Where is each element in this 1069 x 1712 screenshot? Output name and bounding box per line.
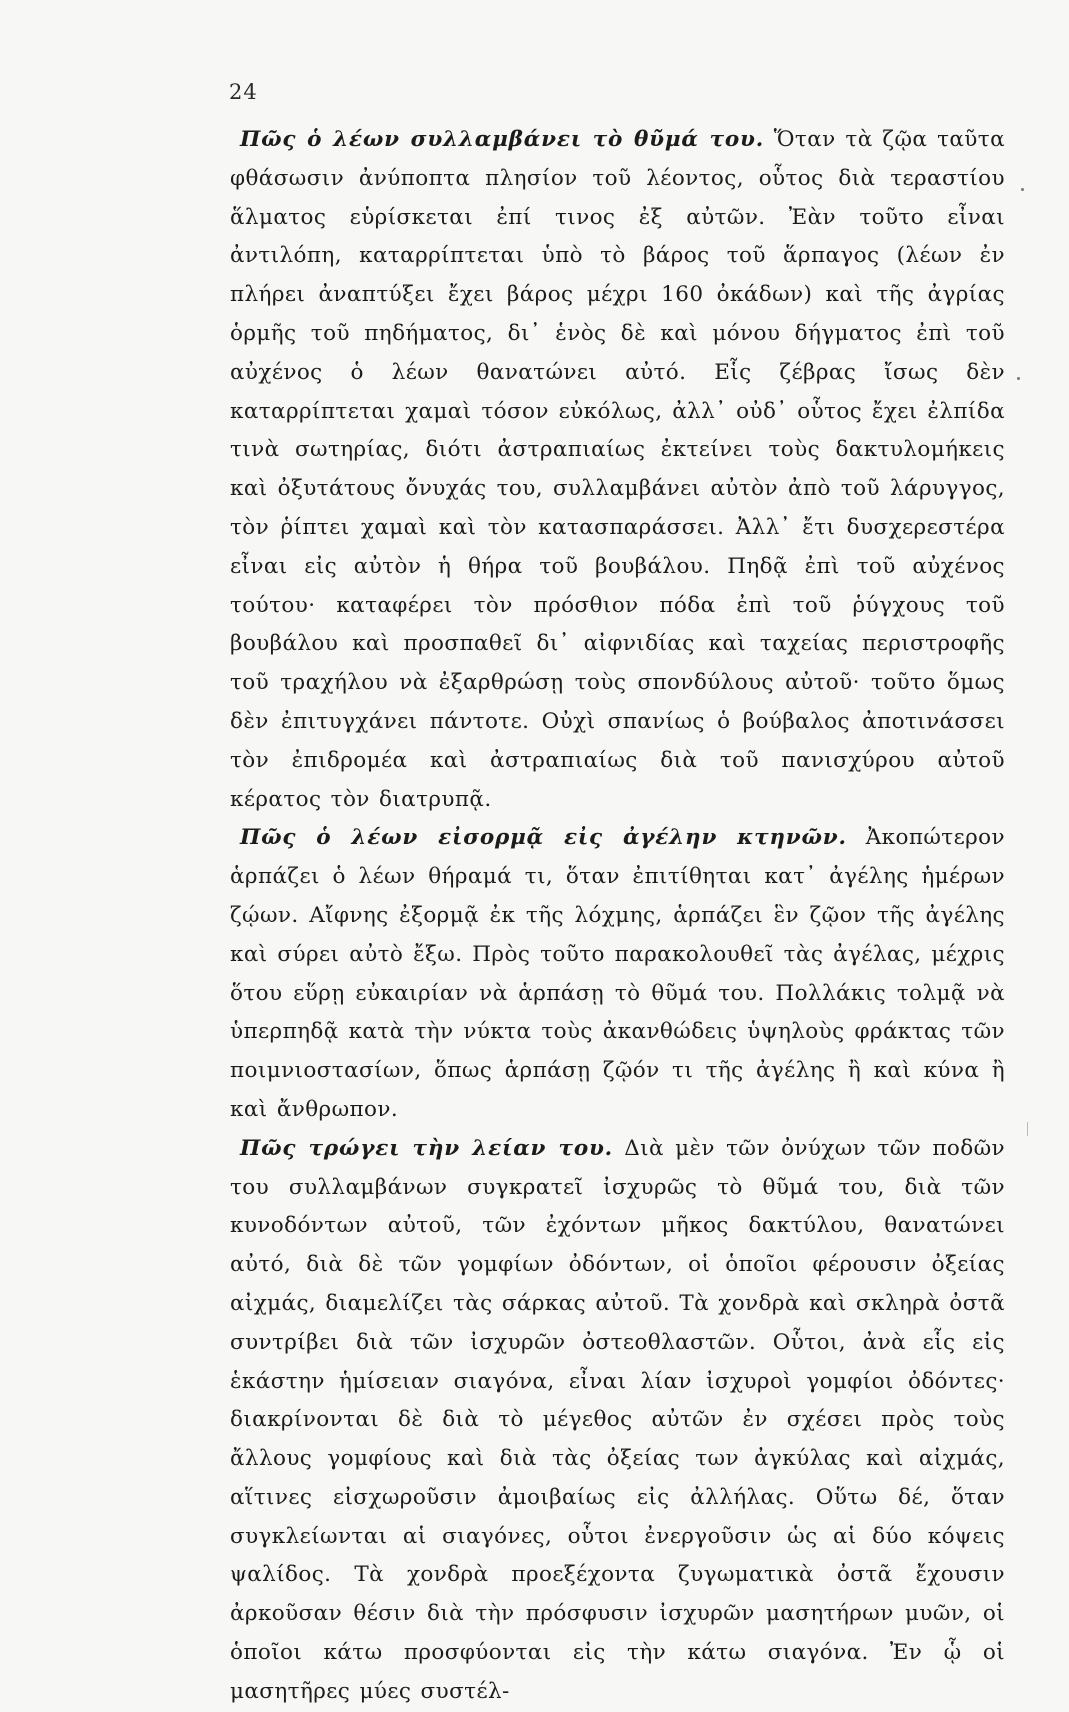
paper-mark xyxy=(1027,1122,1028,1136)
paper-speck xyxy=(1017,377,1020,380)
paragraph-lion-attacks-herd xyxy=(230,819,1005,1129)
paragraph-text: Διὰ μὲν τῶν ὀνύχων τῶν ποδῶν του συλλαμβάνων συγκρατεῖ ἰσχυρῶς τὸ θῦμά του, διὰ τῶν κυνοδόντων αὐτοῦ, τῶν ἐχόντων μῆκος δακτύλου, θανατώνει αὐτό, διὰ δὲ τῶν γομφίων ὀδόντων, οἱ ὁποῖοι φέρουσιν ὀξείας αἰχμάς, διαμελίζει τὰς σάρκας αὐτοῦ. Τὰ χονδρὰ καὶ σκληρὰ ὀστᾶ συντρίβει διὰ τῶν ἰσχυρῶν ὀστεοθλαστῶν. Οὗτοι, ἀνὰ εἷς εἰς ἑκάστην ἡμίσειαν σιαγόνα, εἶναι λίαν ἰσχυροὶ γομφίοι ὀδόντες· διακρίνονται δὲ διὰ τὸ μέγεθος αὐτῶν ἐν σχέσει πρὸς τοὺς ἄλλους γομφίους καὶ διὰ τὰς ὀξείας των ἀγκύλας καὶ αἰχμάς, αἵτινες εἰσχωροῦσιν ἀμοιβαίως εἰς ἀλλήλας. Οὕτω δέ, ὅταν συγκλείωνται αἱ σιαγόνες, οὗτοι ἐνεργοῦσιν ὡς αἱ δύο κόψεις ψαλίδος. Τὰ χονδρὰ προεξέχοντα ζυγωματικὰ ὀστᾶ ἔχουσιν ἀρκοῦσαν θέσιν διὰ τὴν πρόσφυσιν ἰσχυρῶν μασητήρων μυῶν, οἱ ὁποῖοι κάτω προσφύονται εἰς τὴν κάτω σιαγόνα. Ἐν ᾧ οἱ μασητῆρες μύες συστέλ- xyxy=(230,1135,1005,1704)
section-heading: Πῶς ὁ λέων συλλαμβάνει τὸ θῦμά του. xyxy=(240,127,764,152)
paragraph-text: Ἀκοπώτερον ἁρπάζει ὁ λέων θήραμά τι, ὅταν ἐπιτίθηται κατ᾽ ἀγέλης ἡμέρων ζῴων. Αἴφνης ἐξορμᾷ ἐκ τῆς λόχμης, ἁρπάζει ἓν ζῷον τῆς ἀγέλης καὶ σύρει αὐτὸ ἔξω. Πρὸς τοῦτο παρακολουθεῖ τὰς ἀγέλας, μέχρις ὅτου εὕρῃ εὐκαιρίαν νὰ ἁρπάσῃ τὸ θῦμά του. Πολλάκις τολμᾷ νὰ ὑπερπηδᾷ κατὰ τὴν νύκτα τοὺς ἀκανθώδεις ὑψηλοὺς φράκτας τῶν ποιμνιοστασίων, ὅπως ἁρπάσῃ ζῷόν τι τῆς ἀγέλης ἢ καὶ κύνα ἢ καὶ ἄνθρωπον. xyxy=(230,825,1005,1122)
body-text xyxy=(230,121,1005,1712)
paragraph-lion-catches-prey xyxy=(230,121,1005,819)
paper-speck xyxy=(1021,188,1024,191)
paragraph-lion-eats-prey xyxy=(230,1130,1005,1712)
paragraph-text: Ὅταν τὰ ζῷα ταῦτα φθάσωσιν ἀνύποπτα πλησίον τοῦ λέοντος, οὗτος διὰ τεραστίου ἅλματος εὑρίσκεται ἐπί τινος ἐξ αὐτῶν. Ἐὰν τοῦτο εἶναι ἀντιλόπη, καταρρίπτεται ὑπὸ τὸ βάρος τοῦ ἅρπαγος (λέων ἐν πλήρει ἀναπτύξει ἔχει βάρος μέχρι 160 ὀκάδων) καὶ τῆς ἀγρίας ὁρμῆς τοῦ πηδήματος, δι᾽ ἑνὸς δὲ καὶ μόνου δήγματος ἐπὶ τοῦ αὐχένος ὁ λέων θανατώνει αὐτό. Εἷς ζέβρας ἴσως δὲν καταρρίπτεται χαμαὶ τόσον εὐκόλως, ἀλλ᾽ οὐδ᾽ οὗτος ἔχει ἐλπίδα τινὰ σωτηρίας, διότι ἀστραπιαίως ἐκτείνει τοὺς δακτυλομήκεις καὶ ὀξυτάτους ὄνυχάς του, συλλαμβάνει αὐτὸν ἀπὸ τοῦ λάρυγγος, τὸν ῥίπτει χαμαὶ καὶ τὸν κατασπαράσσει. Ἀλλ᾽ ἔτι δυσχερεστέρα εἶναι εἰς αὐτὸν ἡ θήρα τοῦ βουβάλου. Πηδᾷ ἐπὶ τοῦ αὐχένος τούτου· καταφέρει τὸν πρόσθιον πόδα ἐπὶ τοῦ ῥύγχους τοῦ βουβάλου καὶ προσπαθεῖ δι᾽ αἰφνιδίας καὶ ταχείας περιστροφῆς τοῦ τραχήλου νὰ ἐξαρθρώσῃ τοὺς σπονδύλους αὐτοῦ· τοῦτο ὅμως δὲν ἐπιτυγχάνει πάντοτε. Οὐχὶ σπανίως ὁ βούβαλος ἀποτινάσσει τὸν ἐπιδρομέα καὶ ἀστραπιαίως διὰ τοῦ πανισχύρου αὐτοῦ κέρατος τὸν διατρυπᾷ. xyxy=(230,127,1005,812)
section-heading: Πῶς τρώγει τὴν λείαν του. xyxy=(240,1135,613,1161)
page-number: 24 xyxy=(229,80,258,104)
section-heading: Πῶς ὁ λέων εἰσορμᾷ εἰς ἀγέλην κτηνῶν. xyxy=(240,825,847,851)
